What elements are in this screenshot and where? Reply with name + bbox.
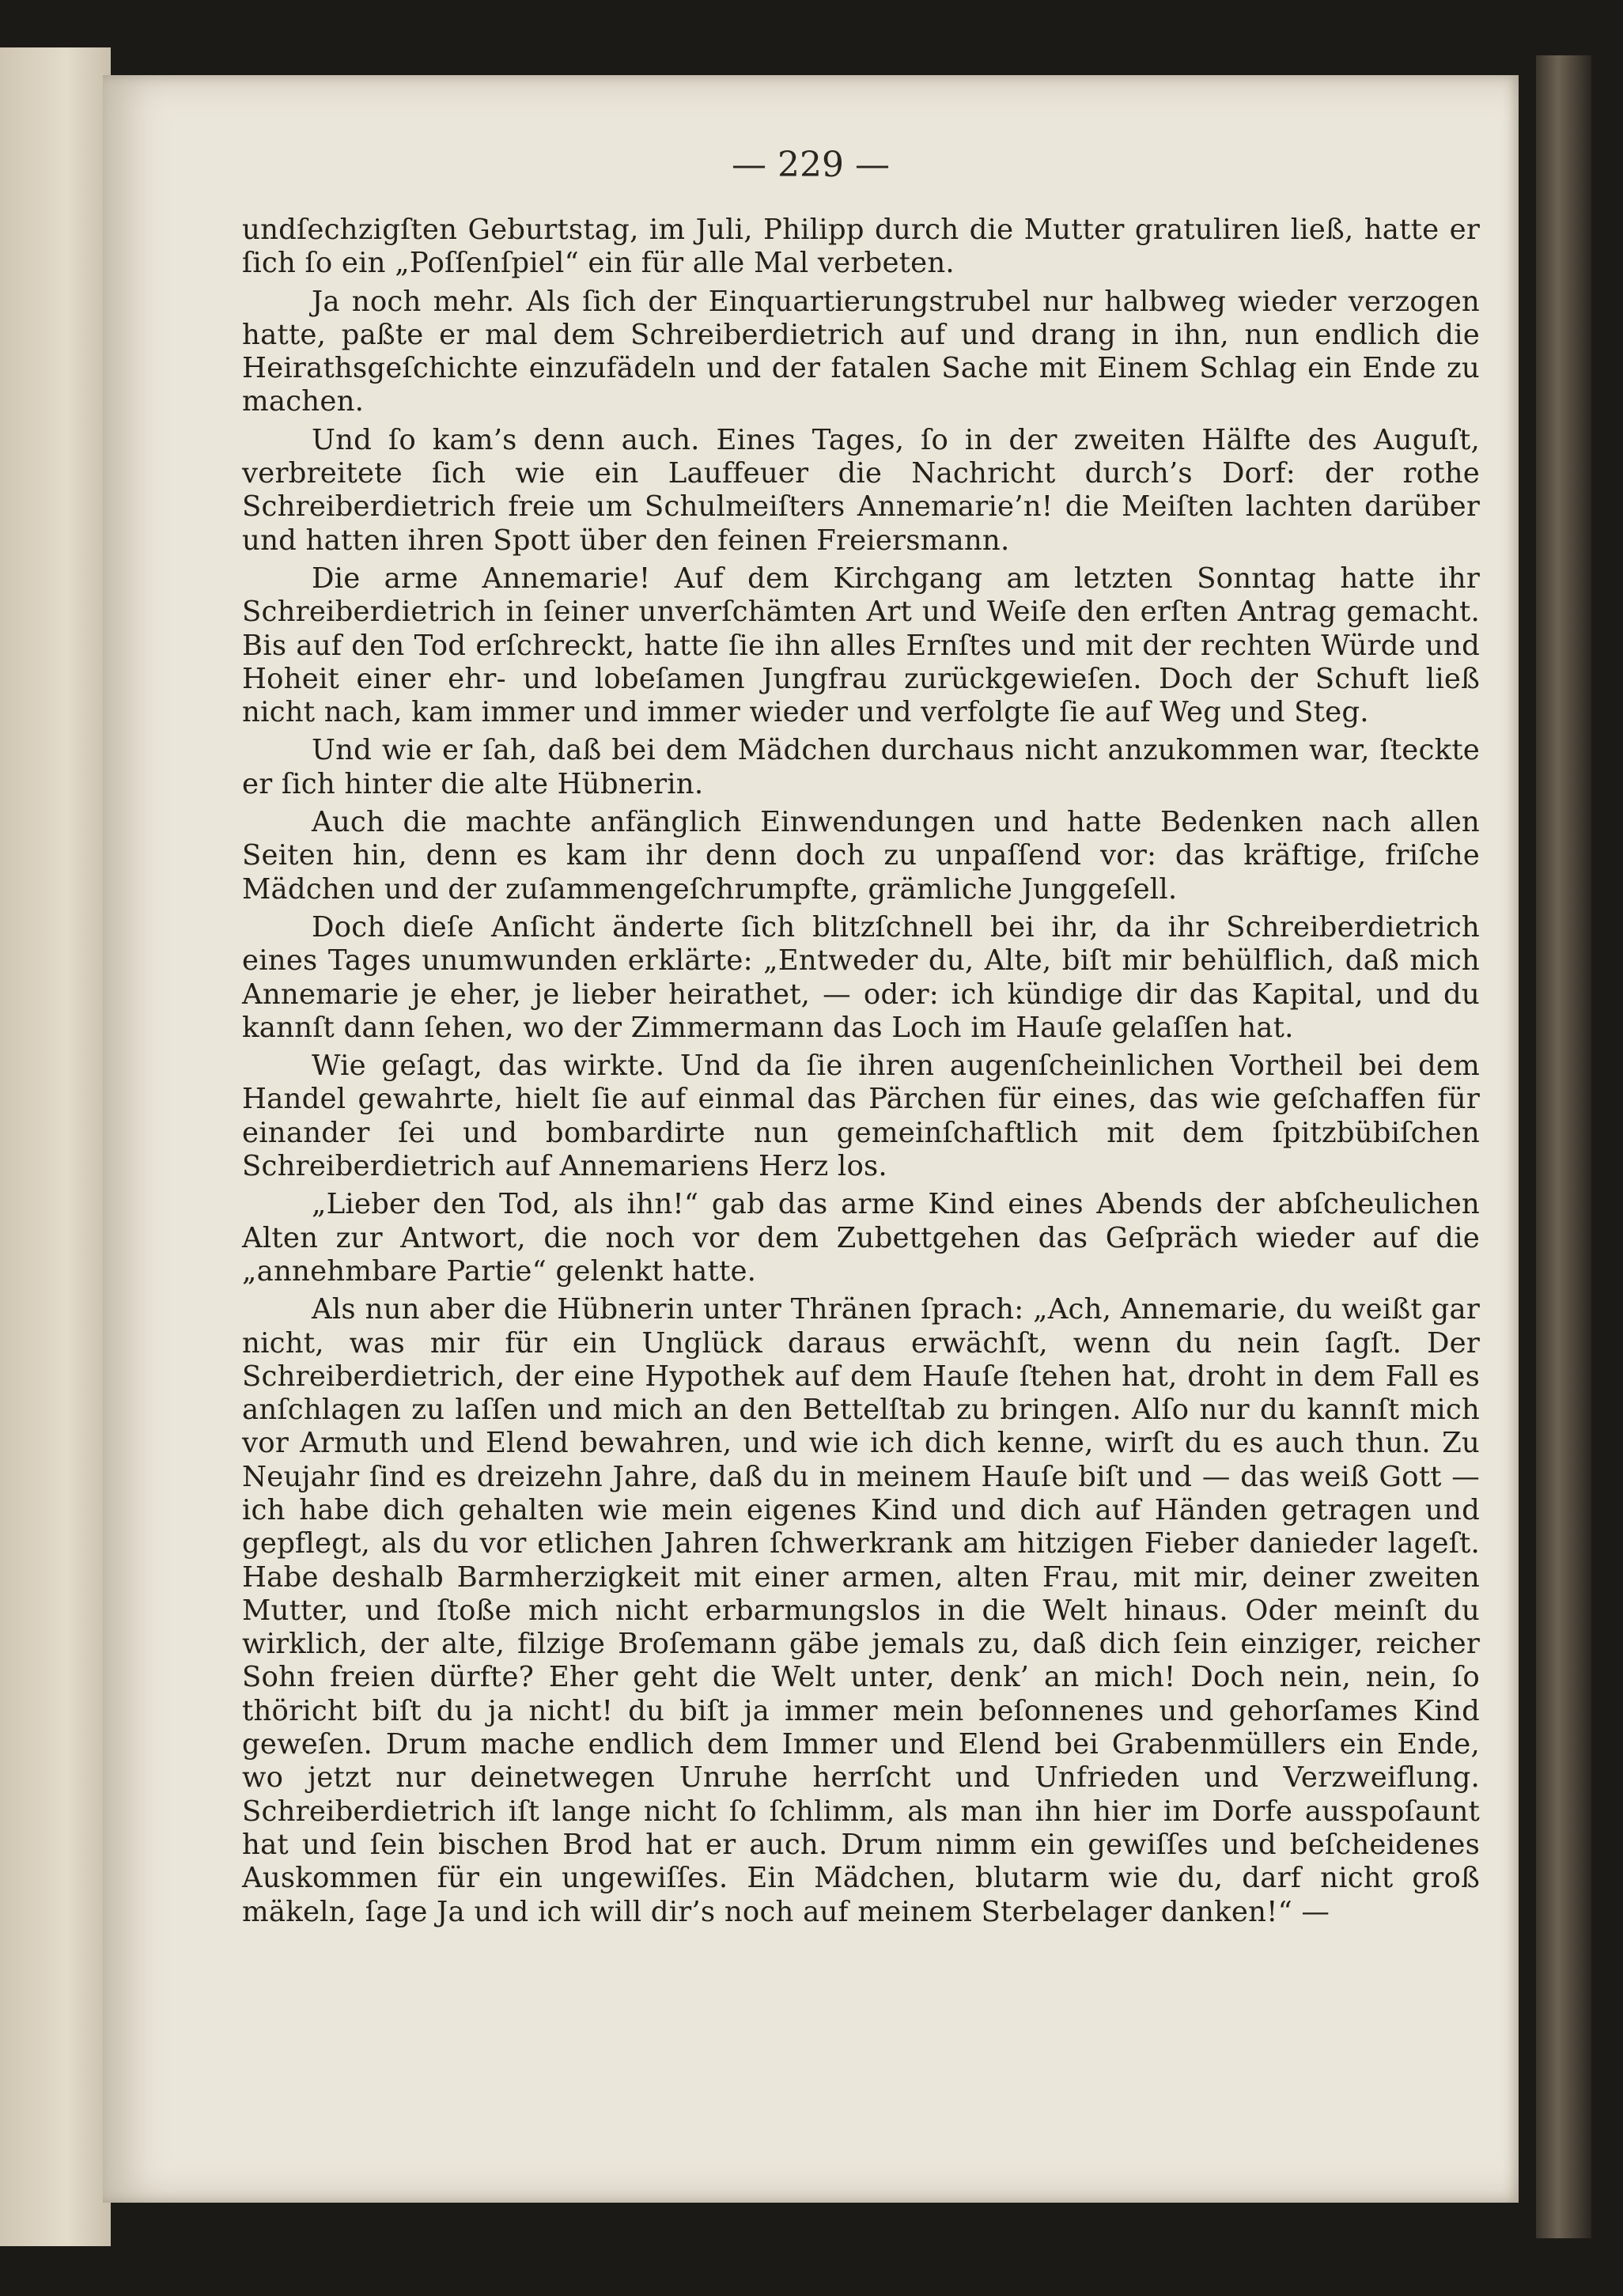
book-spine-edge <box>0 47 111 2246</box>
paragraph: Und wie er ſah, daß bei dem Mädchen durchaus nicht anzukommen war, ſteckte er ſich hinter die alte Hübnerin. <box>242 734 1480 800</box>
page-number: — 229 — <box>732 145 890 185</box>
paragraph: Auch die machte anfänglich Einwendungen und hatte Bedenken nach allen Seiten hin, denn es kam ihr denn doch zu unpaſſend vor: das kräftige, friſche Mädchen und der zuſammengeſchrumpfte, grämliche Junggeſell. <box>242 806 1480 906</box>
paragraph: Wie geſagt, das wirkte. Und da ſie ihren augenſcheinlichen Vortheil bei dem Handel gewahrte, hielt ſie auf einmal das Pärchen für eines, das wie geſchaffen für einander ſei und bombardirte nun gemeinſchaftlich mit dem ſpitzbübiſchen Schreiberdietrich auf Annemariens Herz los. <box>242 1050 1480 1183</box>
paragraph: Ja noch mehr. Als ſich der Einquartierungstrubel nur halbweg wieder verzogen hatte, paßte er mal dem Schreiberdietrich auf und drang in ihn, nun endlich die Heirathsgeſchichte einzufädeln und der fatalen Sache mit Einem Schlag ein Ende zu machen. <box>242 285 1480 418</box>
paragraph: „Lieber den Tod, als ihn!“ gab das arme Kind eines Abends der abſcheulichen Alten zur Antwort, die noch vor dem Zubettgehen das Geſpräch wieder auf die „annehmbare Partie“ gelenkt hatte. <box>242 1188 1480 1288</box>
paragraph: Als nun aber die Hübnerin unter Thränen ſprach: „Ach, Annemarie, du weißt gar nicht, was mir für ein Unglück daraus erwächſt, wenn du nein ſagſt. Der Schreiberdietrich, der eine Hypothek auf dem Hauſe ſtehen hat, droht in dem Fall es anſchlagen zu laſſen und mich an den Bettelſtab zu bringen. Alſo nur du kannſt mich vor Armuth und Elend bewahren, und wie ich dich kenne, wirſt du es auch thun. Zu Neujahr ſind es dreizehn Jahre, daß du in meinem Hauſe biſt und — das weiß Gott — ich habe dich gehalten wie mein eigenes Kind und dich auf Händen getragen und gepflegt, als du vor etlichen Jahren ſchwerkrank am hitzigen Fieber danieder lageſt. Habe deshalb Barmherzigkeit mit einer armen, alten Frau, mit mir, deiner zweiten Mutter, und ſtoße mich nicht erbarmungslos in die Welt hinaus. Oder meinſt du wirklich, der alte, filzige Broſemann gäbe jemals zu, daß dich ſein einziger, reicher Sohn freien dürfte? Eher geht die Welt unter, denk’ an mich! Doch nein, nein, ſo thöricht biſt du ja nicht! du biſt ja immer mein beſonnenes und gehorſames Kind geweſen. Drum mache endlich dem Immer und Elend bei Grabenmüllers ein Ende, wo jetzt nur deinetwegen Unruhe herrſcht und Unfrieden und Verzweiflung. Schreiberdietrich iſt lange nicht ſo ſchlimm, als man ihn hier im Dorfe ausspoſaunt hat und ſein bischen Brod hat er auch. Drum nimm ein gewiſſes und beſcheidenes Auskommen für ein ungewiſſes. Ein Mädchen, blutarm wie du, darf nicht groß mäkeln, ſage Ja und ich will dir’s noch auf meinem Sterbelager danken!“ — <box>242 1293 1480 1928</box>
book-page <box>103 75 1519 2203</box>
page-text <box>242 214 1480 1929</box>
paragraph: undſechzigſten Geburtstag, im Juli, Philipp durch die Mutter gratuliren ließ, hatte er ſich ſo ein „Poſſenſpiel“ ein für alle Mal verbeten. <box>242 214 1480 280</box>
paragraph: Die arme Annemarie! Auf dem Kirchgang am letzten Sonntag hatte ihr Schreiberdietrich in ſeiner unverſchämten Art und Weiſe den erſten Antrag gemacht. Bis auf den Tod erſchreckt, hatte ſie ihn alles Ernſtes und mit der rechten Würde und Hoheit einer ehr- und lobeſamen Jungfrau zurückgewieſen. Doch der Schuft ließ nicht nach, kam immer und immer wieder und verfolgte ſie auf Weg und Steg. <box>242 562 1480 729</box>
paragraph: Und ſo kam’s denn auch. Eines Tages, ſo in der zweiten Hälfte des Auguſt, verbreitete ſich wie ein Lauffeuer die Nachricht durch’s Dorf: der rothe Schreiberdietrich freie um Schulmeiſters Annemarie’n! die Meiſten lachten darüber und hatten ihren Spott über den feinen Freiersmann. <box>242 423 1480 557</box>
paragraph: Doch dieſe Anſicht änderte ſich blitzſchnell bei ihr, da ihr Schreiberdietrich eines Tages unumwunden erklärte: „Entweder du, Alte, biſt mir behülflich, daß mich Annemarie je eher, je lieber heirathet, — oder: ich kündige dir das Kapital, und du kannſt dann ſehen, wo der Zimmermann das Loch im Hauſe gelaſſen hat. <box>242 910 1480 1044</box>
book-cover-edge <box>1536 55 1591 2238</box>
